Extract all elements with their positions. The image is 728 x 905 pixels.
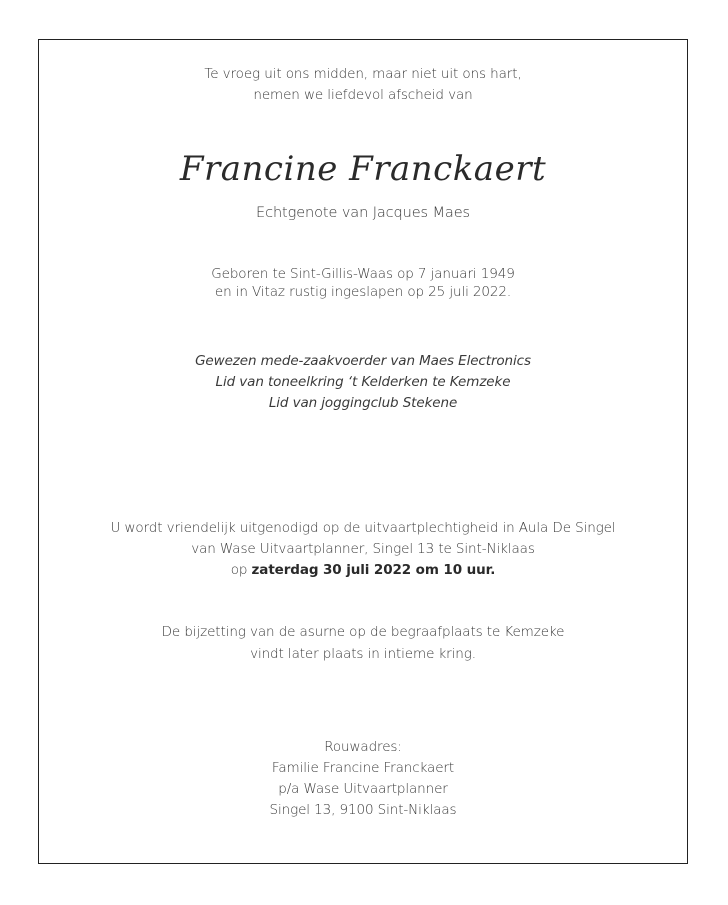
intro-line-1: Te vroeg uit ons midden, maar niet uit ons hart, xyxy=(204,66,522,82)
ceremony-line-3 xyxy=(39,560,687,581)
intro-line-2: nemen we liefdevol afscheid van xyxy=(253,87,473,103)
role-item: Gewezen mede-zaakvoerder van Maes Electronics xyxy=(195,353,531,369)
address-line-1: Familie Francine Franckaert xyxy=(271,760,455,776)
birth-line: Geboren te Sint-Gillis-Waas op 7 januari 1949 xyxy=(211,266,515,282)
role-item: Lid van joggingclub Stekene xyxy=(268,395,458,411)
ceremony-line-2: van Wase Uitvaartplanner, Singel 13 te Sint-Niklaas xyxy=(191,541,535,557)
address-heading: Rouwadres: xyxy=(324,739,402,755)
address-line-3: Singel 13, 9100 Sint-Niklaas xyxy=(269,802,457,818)
death-line: en in Vitaz rustig ingeslapen op 25 juli 2022. xyxy=(214,284,512,300)
ceremony-date-time: zaterdag 30 juli 2022 om 10 uur. xyxy=(251,562,496,578)
burial-line-1: De bijzetting van de asurne op de begraafplaats te Kemzeke xyxy=(161,624,565,640)
deceased-name: Francine Franckaert xyxy=(179,149,547,189)
role-item: Lid van toneelkring ‘t Kelderken te Kemzeke xyxy=(215,374,511,390)
burial-line-2: vindt later plaats in intieme kring. xyxy=(250,646,476,662)
obituary-card xyxy=(38,39,688,864)
ceremony-line-1: U wordt vriendelijk uitgenodigd op de uitvaartplechtigheid in Aula De Singel xyxy=(110,520,616,536)
spouse-line: Echtgenote van Jacques Maes xyxy=(256,205,470,221)
ceremony-prefix: op xyxy=(230,562,248,578)
address-line-2: p/a Wase Uitvaartplanner xyxy=(278,781,448,797)
